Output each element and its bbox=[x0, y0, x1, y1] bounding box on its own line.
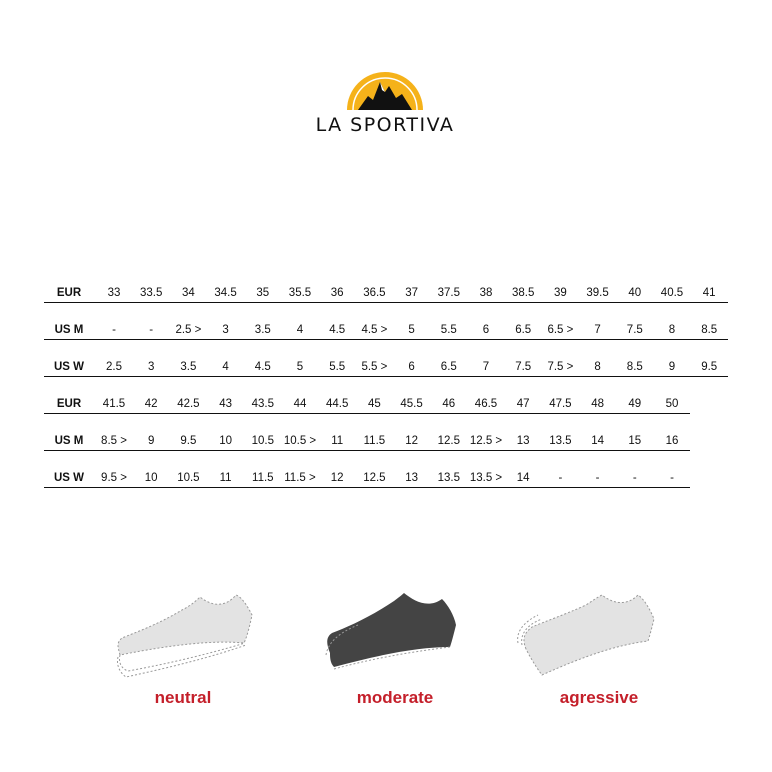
size-cell: 11.5 > bbox=[284, 472, 316, 484]
size-row-label: US M bbox=[54, 435, 84, 447]
size-cell: 6.5 > bbox=[547, 324, 574, 336]
size-cell: 7.5 bbox=[626, 324, 643, 336]
size-cell: 41 bbox=[702, 287, 716, 299]
size-cell: 9 bbox=[668, 361, 676, 373]
size-row bbox=[44, 396, 690, 414]
size-cell: 46 bbox=[442, 398, 456, 410]
size-cell: 44.5 bbox=[325, 398, 349, 410]
size-cell: 13.5 bbox=[549, 435, 572, 447]
size-cell: 4.5 bbox=[329, 324, 346, 336]
size-cell: 16 bbox=[665, 435, 679, 447]
fit-label-neutral: neutral bbox=[154, 688, 212, 707]
size-cell: 50 bbox=[665, 398, 679, 410]
size-cell: 4.5 > bbox=[361, 324, 388, 336]
size-cell: 5 bbox=[408, 324, 415, 336]
size-cell: 10.5 bbox=[251, 435, 274, 447]
size-cell: 34 bbox=[181, 287, 195, 299]
size-cell: 8 bbox=[668, 324, 676, 336]
size-cell: 34.5 bbox=[214, 287, 237, 299]
size-cell: 3 bbox=[147, 361, 155, 373]
size-cell: 6.5 bbox=[440, 361, 457, 373]
size-cell: 8 bbox=[594, 361, 601, 373]
size-cell: 9.5 > bbox=[101, 472, 127, 484]
size-cell: 41.5 bbox=[102, 398, 126, 410]
size-cell: 10.5 bbox=[177, 472, 200, 484]
size-cell: 4 bbox=[296, 324, 304, 336]
size-row-label: US M bbox=[54, 324, 84, 336]
size-cell: 37.5 bbox=[437, 287, 460, 299]
size-row bbox=[44, 322, 728, 340]
size-cell: 49 bbox=[628, 398, 642, 410]
shoe-profile-moderate-icon bbox=[318, 585, 468, 685]
size-row bbox=[44, 359, 728, 377]
size-row-label: US W bbox=[53, 472, 85, 484]
size-cell: 13.5 bbox=[437, 472, 460, 484]
fit-label-moderate: moderate bbox=[356, 688, 434, 707]
size-cell: 11.5 bbox=[363, 435, 386, 447]
size-row-label: EUR bbox=[56, 398, 82, 410]
size-cell: 45.5 bbox=[400, 398, 423, 410]
size-cell: 9 bbox=[147, 435, 155, 447]
size-cell: - bbox=[149, 324, 154, 336]
size-cell: - bbox=[632, 472, 637, 484]
size-cell: 42.5 bbox=[177, 398, 200, 410]
size-cell: 39.5 bbox=[586, 287, 609, 299]
size-cell: 36 bbox=[330, 287, 344, 299]
size-cell: 5.5 > bbox=[361, 361, 388, 373]
size-cell: 14 bbox=[516, 472, 530, 484]
size-cell: 15 bbox=[628, 435, 642, 447]
size-cell: 5.5 bbox=[329, 361, 346, 373]
size-cell: 12.5 bbox=[437, 435, 460, 447]
size-cell: 9.5 bbox=[180, 435, 197, 447]
size-cell: 37 bbox=[405, 287, 418, 299]
size-cell: 8.5 bbox=[626, 361, 643, 373]
size-cell: 10.5 > bbox=[283, 435, 317, 447]
size-row bbox=[44, 285, 728, 303]
size-table-1 bbox=[44, 285, 728, 396]
size-row-label: US W bbox=[53, 361, 85, 373]
size-cell: 38 bbox=[479, 287, 493, 299]
size-cell: 47.5 bbox=[549, 398, 572, 410]
size-cell: 43.5 bbox=[251, 398, 274, 410]
size-cell: 5.5 bbox=[440, 324, 457, 336]
size-cell: 12 bbox=[405, 435, 418, 447]
size-cell: 35 bbox=[256, 287, 270, 299]
size-cell: 3.5 bbox=[180, 361, 197, 373]
size-cell: 40 bbox=[628, 287, 642, 299]
size-cell: 4.5 bbox=[254, 361, 271, 373]
size-cell: 35.5 bbox=[288, 287, 312, 299]
fit-label-agressive: agressive bbox=[559, 688, 639, 707]
size-cell: 14 bbox=[591, 435, 604, 447]
size-cell: 5 bbox=[296, 361, 304, 373]
size-cell: 6 bbox=[408, 361, 415, 373]
size-row-label: EUR bbox=[56, 287, 82, 299]
size-cell: 12 bbox=[330, 472, 344, 484]
size-cell: - bbox=[595, 472, 600, 484]
size-cell: 7.5 > bbox=[547, 361, 574, 373]
size-cell: - bbox=[112, 324, 116, 336]
size-cell: 47 bbox=[516, 398, 530, 410]
size-cell: 11.5 bbox=[252, 472, 274, 484]
size-cell: 39 bbox=[553, 287, 567, 299]
size-cell: 13 bbox=[405, 472, 418, 484]
size-cell: 10 bbox=[219, 435, 232, 447]
size-table-2 bbox=[44, 396, 690, 507]
size-cell: 11 bbox=[331, 435, 344, 447]
size-cell: 8.5 bbox=[701, 324, 718, 336]
size-cell: 6 bbox=[482, 324, 490, 336]
brand-logo bbox=[310, 70, 460, 140]
size-cell: 12.5 bbox=[363, 472, 386, 484]
size-cell: 2.5 > bbox=[175, 324, 202, 336]
size-cell: 13 bbox=[516, 435, 530, 447]
size-cell: 3 bbox=[222, 324, 229, 336]
size-cell: 48 bbox=[591, 398, 604, 410]
size-cell: 13.5 > bbox=[469, 472, 503, 484]
size-cell: 44 bbox=[293, 398, 307, 410]
size-cell: 3.5 bbox=[254, 324, 271, 336]
size-cell: 46.5 bbox=[474, 398, 498, 410]
size-cell: 33.5 bbox=[139, 287, 163, 299]
size-cell: 43 bbox=[219, 398, 232, 410]
shoe-profile-agressive-icon bbox=[512, 585, 662, 685]
shoe-profile-neutral-icon bbox=[112, 585, 262, 685]
size-cell: 11 bbox=[219, 472, 232, 484]
size-cell: 9.5 bbox=[701, 361, 718, 373]
size-cell: 4 bbox=[222, 361, 229, 373]
size-cell: 38.5 bbox=[511, 287, 535, 299]
size-cell: 45 bbox=[367, 398, 381, 410]
size-cell: - bbox=[558, 472, 563, 484]
size-cell: 12.5 > bbox=[469, 435, 503, 447]
size-cell: 7.5 bbox=[515, 361, 532, 373]
size-cell: 36.5 bbox=[363, 287, 386, 299]
size-cell: 6.5 bbox=[515, 324, 532, 336]
size-cell: 8.5 > bbox=[101, 435, 127, 447]
size-cell: 7 bbox=[594, 324, 601, 336]
size-cell: 40.5 bbox=[660, 287, 684, 299]
size-cell: 42 bbox=[144, 398, 158, 410]
brand-name: LA SPORTIVA bbox=[315, 114, 455, 136]
size-cell: 33 bbox=[107, 287, 121, 299]
size-cell: 2.5 bbox=[106, 361, 122, 373]
mountain-sun-icon bbox=[310, 70, 460, 114]
size-row bbox=[44, 433, 690, 451]
size-cell: - bbox=[670, 472, 674, 484]
size-cell: 10 bbox=[144, 472, 158, 484]
size-cell: 7 bbox=[482, 361, 490, 373]
size-row bbox=[44, 470, 690, 488]
